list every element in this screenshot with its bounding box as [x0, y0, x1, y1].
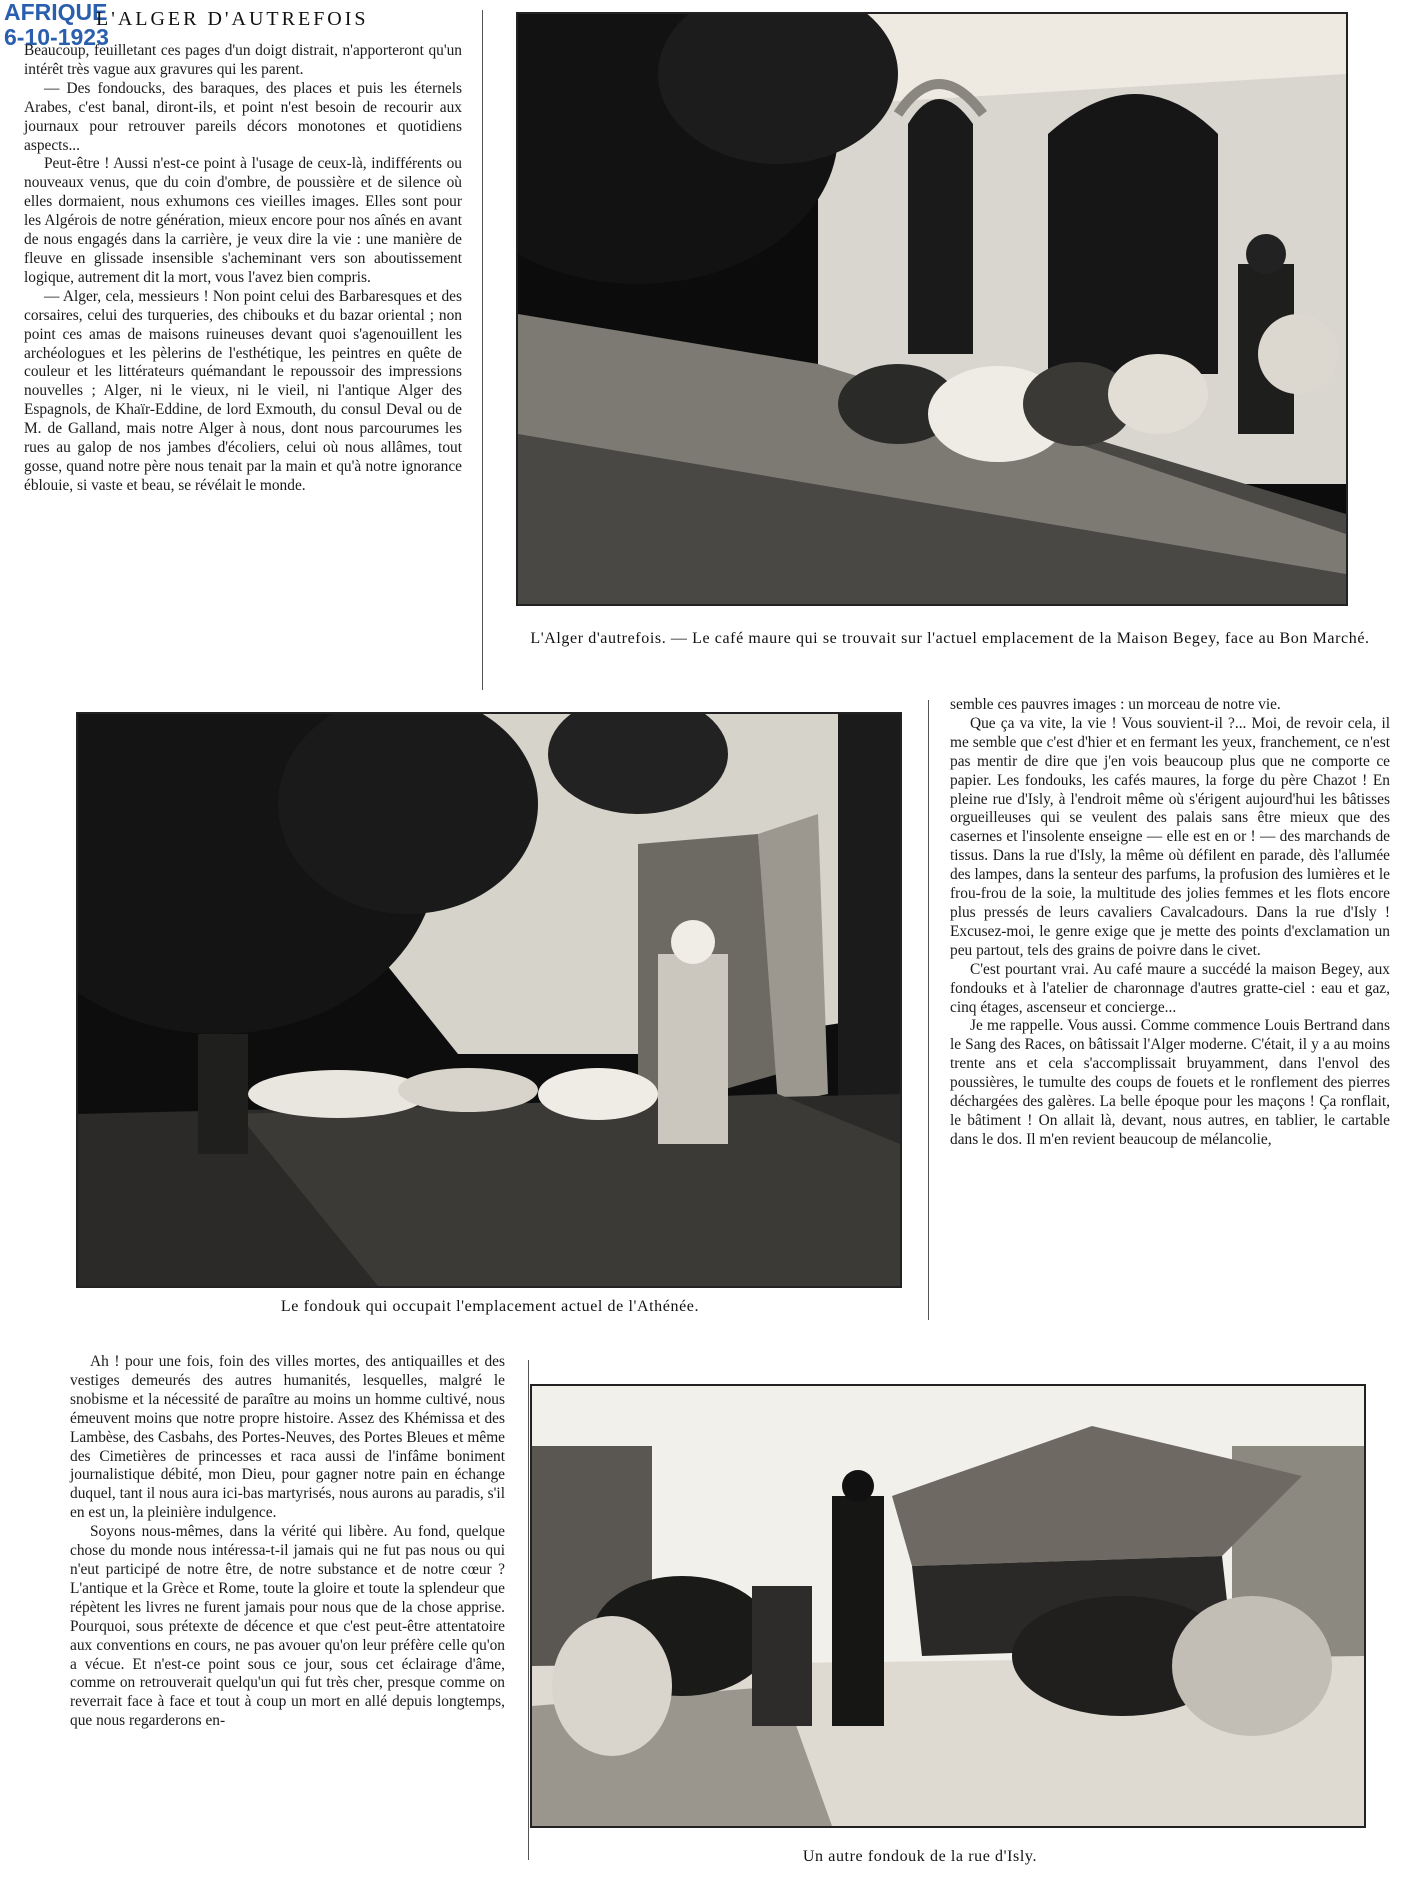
caption-photo-3: Un autre fondouk de la rue d'Isly.: [802, 1848, 1038, 1865]
stamp-publication: AFRIQUE: [4, 0, 108, 25]
paragraph: Je me rappelle. Vous aussi. Comme commence Louis Bertrand dans le Sang des Races, on bâtissait l'Alger moderne. C'était, il y a au moins trente ans et cela s'accomplissait bruyamment, dans l'envol des poussières, le tumulte des coups de fouets et le ronflement des pierres déchargées des galères. La belle époque pour les maçons ! Ça ronflait, le bâtiment ! On allait là, devant, nous autres, en tablier, le cartable dans le dos. Il m'en revient beaucoup de mélancolie,: [950, 1017, 1390, 1148]
paragraph: C'est pourtant vrai. Au café maure a succédé la maison Begey, aux fondouks et à l'atelier de charonnage d'autres gratte-ciel : eau et gaz, cinq étages, ascenseur et concierge...: [950, 960, 1390, 1016]
text-column-1: [24, 42, 462, 496]
paragraph: — Alger, cela, messieurs ! Non point celui des Barbaresques et des corsaires, celui des turqueries, des chibouks et du bazar oriental ; non point ces amas de maisons ruineuses devant quoi s'agenouillent les archéologues et les pèlerins de l'esthétique, les peintres en quête de couleur et les littérateurs quémandant le repoussoir des impressions nouvelles ; Alger, ni le vieux, ni le vieil, ni l'antique Alger des Espagnols, de Khaïr-Eddine, de lord Exmouth, du consul Deval ou de M. de Galland, mais notre Alger à nous, dont nous parcourumes les rues au galop de nos jambes d'écoliers, celui où nous allâmes, tout gosse, quand notre père nous tenait par la main et qu'à notre ignorance éblouie, si vaste et beau, se révélait le monde.: [24, 287, 462, 494]
paragraph: Ah ! pour une fois, foin des villes mortes, des antiquailles et des vestiges demeurés des autres humanités, lesquelles, malgré le snobisme et la nécessité de paraître au moins un homme cultivé, nous émeuvent moins que notre propre histoire. Assez des Khémissa et des Lambèse, des Casbahs, des Portes-Neuves, des Portes Bleues et même des Cimetières de princesses et raca aussi de l'infâme boniment journalistique débité, mon Dieu, pour gagner notre pain en échange duquel, tant il nous aura ici-bas martyrisés, nous aurons au paradis, s'il en est un, la pleinière indulgence.: [70, 1353, 505, 1522]
paragraph: Que ça va vite, la vie ! Vous souvient-il ?... Moi, de revoir cela, il me semble que c'est d'hier et en fermant les yeux, franchement, ce n'est pas mentir de dire que j'en vois beaucoup plus que ne comporte ce papier. Les fondouks, les cafés maures, la forge du père Chazot ! En pleine rue d'Isly, à l'endroit même où s'érigent aujourd'hui les bâtisses orgueilleuses qui se veulent des palais sans être mieux que des casernes et l'insolente enseigne — elle est en or ! — des marchands de tissus. Dans la rue d'Isly, la même où défilent en parade, dès l'allumée des lampes, dans la senteur des parfums, la profusion des lumières et le frou-frou de la soie, la multitude des jolies femmes et les flots encore plus pressés de leurs cavaliers Cavalcadours. Dans la rue d'Isly ! Excusez-moi, le genre exige que je mette des points d'exclamation un peu partout, tels des grains de poivre dans le civet.: [950, 714, 1390, 959]
article-title: L'ALGER D'AUTREFOIS: [96, 8, 369, 30]
paragraph: Peut-être ! Aussi n'est-ce point à l'usage de ceux-là, indifférents ou nouveaux venus, que du coin d'ombre, de poussière et de silence où elles dormaient, nous exhumons ces vieilles images. Elles sont pour les Algérois de notre génération, mieux encore pour nos aînés en avant de nous engagés dans la carrière, je veux dire la vie : une manière de fleuve en glissade insensible s'acheminant vers son aboutissement logique, autrement dit la mort, vous l'avez bien compris.: [24, 155, 462, 286]
column-divider: [928, 700, 929, 1320]
photo-fondouk-isly: [530, 1384, 1366, 1828]
column-divider: [528, 1360, 529, 1860]
paragraph: — Des fondoucks, des baraques, des places et puis les éternels Arabes, c'est banal, diront-ils, et point n'est besoin de recourir aux journaux pour retrouver pareils décors monotones et quotidiens aspects...: [24, 79, 462, 154]
caption-photo-1: L'Alger d'autrefois. — Le café maure qui se trouvait sur l'actuel emplacement de la Maison Begey, face au Bon Marché.: [530, 630, 1370, 647]
text-column-2: [950, 696, 1390, 1150]
caption-photo-2: Le fondouk qui occupait l'emplacement actuel de l'Athénée.: [280, 1298, 700, 1315]
paragraph: Beaucoup, feuilletant ces pages d'un doigt distrait, n'apporteront qu'un intérêt très vague aux gravures qui les parent.: [24, 42, 462, 78]
column-divider: [482, 10, 483, 690]
stamp-date: 6-10-1923: [4, 24, 109, 50]
photo-cafe-maure: [516, 12, 1348, 606]
paragraph: semble ces pauvres images : un morceau de notre vie.: [950, 696, 1281, 713]
photo-fondouk-athenee: [76, 712, 902, 1288]
paragraph: Soyons nous-mêmes, dans la vérité qui libère. Au fond, quelque chose du monde nous intéressa-t-il jamais qui ne fut pas nous ou qui n'eut participé de notre être, de notre substance et de notre cœur ? L'antique et la Grèce et Rome, toute la gloire et toute la splendeur que répètent les livres ne furent jamais pour nous que de la chose apprise. Pourquoi, sous prétexte de décence et que c'est peut-être attentatoire aux conventions en cours, ne pas avouer qu'on leur préfère celle qu'on a vécue. Et n'est-ce point sous ce jour, sous cet éclairage d'âme, comme on retrouverait quelqu'un qui fut très cher, presque comme on reverrait face à face et tout à coup un mort en allé depuis longtemps, que nous regarderons en-: [70, 1523, 505, 1730]
text-column-3: [70, 1353, 505, 1731]
